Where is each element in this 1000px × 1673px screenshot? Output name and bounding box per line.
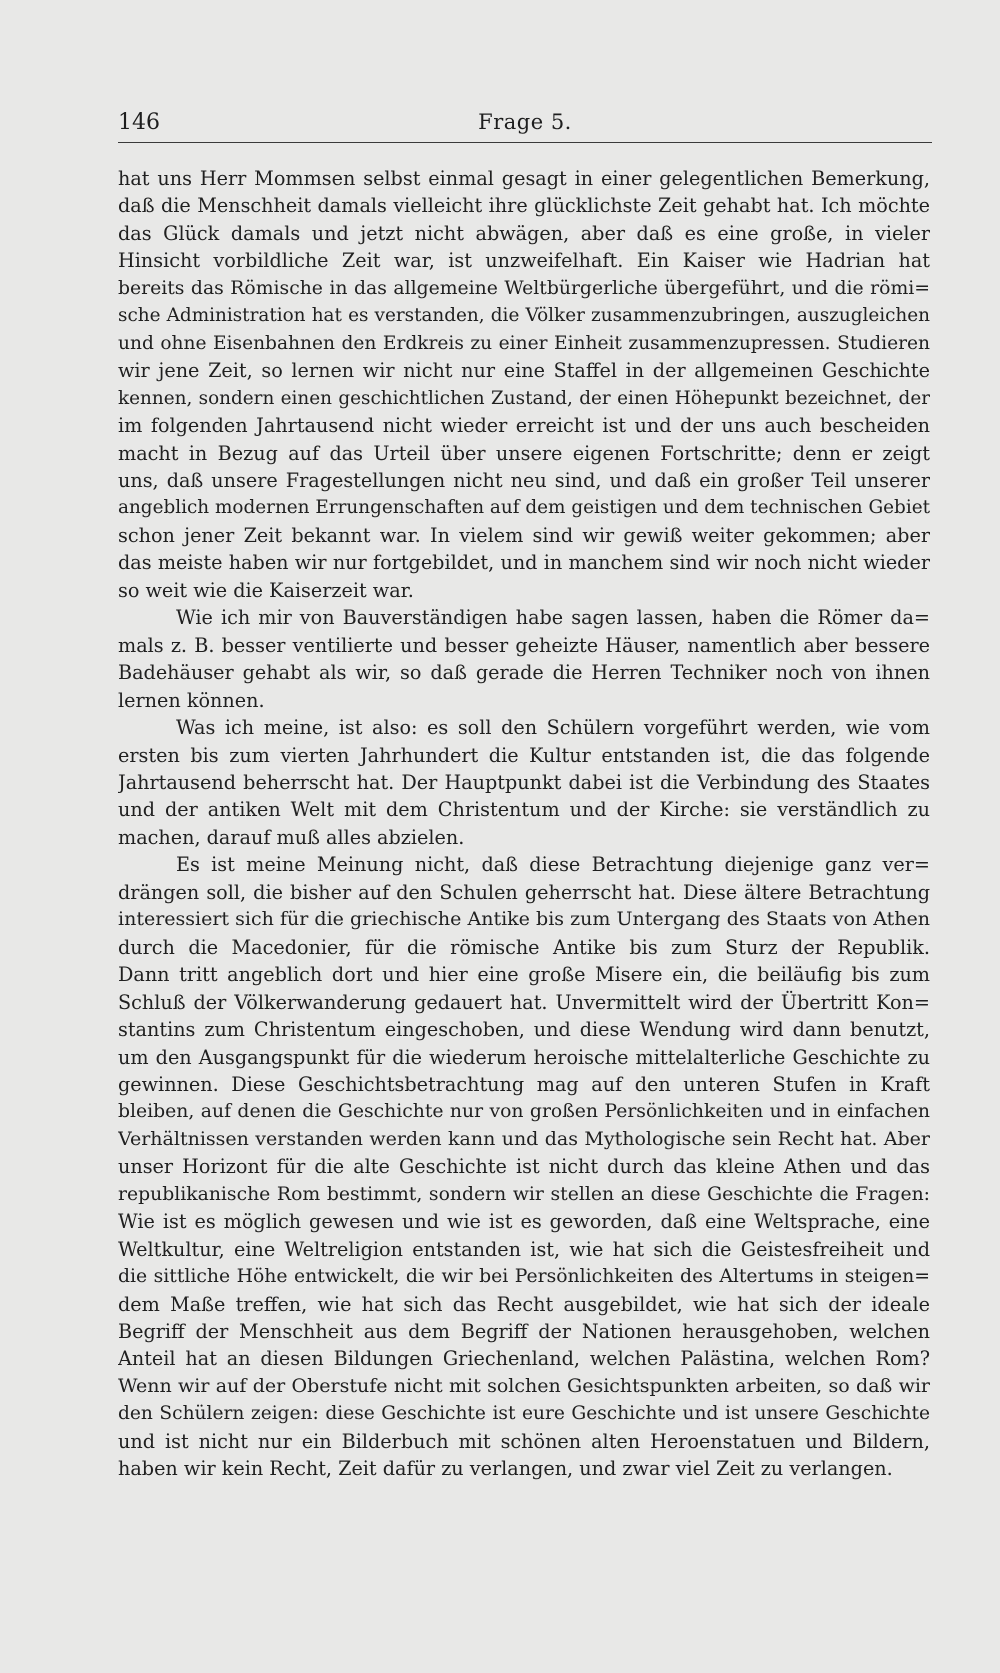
text-line: hat uns Herr Mommsen selbst einmal gesagt in einer gelegentlichen Bemerkung, [118,167,930,190]
text-line: kennen, sondern einen geschichtlichen Zustand, der einen Höhepunkt bezeichnet, der [118,387,930,409]
text-line: Hinsicht vorbildliche Zeit war, ist unzweifelhaft. Ein Kaiser wie Hadrian hat [118,249,930,273]
text-line: ersten bis zum vierten Jahrhundert die Kultur entstanden ist, die das folgende [118,743,930,767]
text-line: um den Ausgangspunkt für die wiederum heroische mittelalterliche Geschichte zu [118,1045,930,1069]
text-line: Weltkultur, eine Weltreligion entstanden ist, wie hat sich die Geistesfreiheit und [118,1237,930,1261]
text-line: uns, daß unsere Fragestellungen nicht neu sind, und daß ein großer Teil unserer [118,468,930,492]
text-line: das Glück damals und jetzt nicht abwägen, aber daß es eine große, in vieler [118,221,930,245]
text-line: wir jene Zeit, so lernen wir nicht nur eine Staffel in der allgemeinen Geschichte [118,359,930,383]
page-number: 146 [118,110,160,135]
text-line: unser Horizont für die alte Geschichte ist nicht durch das kleine Athen und das [118,1155,930,1179]
text-line: im folgenden Jahrtausend nicht wieder erreicht ist und der uns auch bescheiden [118,414,930,438]
paragraph [118,851,930,1482]
text-line: daß die Menschheit damals vielleicht ihre glücklichste Zeit gehabt hat. Ich möchte [118,194,930,218]
text-line: Jahrtausend beherrscht hat. Der Hauptpunkt dabei ist die Verbindung des Staates [118,770,930,794]
text-line: und ohne Eisenbahnen den Erdkreis zu einer Einheit zusammenzupressen. Studieren [118,332,930,354]
text-line: dem Maße treffen, wie hat sich das Recht ausgebildet, wie hat sich der ideale [118,1292,930,1316]
text-line: Schluß der Völkerwanderung gedauert hat. Unvermittelt wird der Übertritt Kon= [118,990,930,1014]
text-line: sche Administration hat es verstanden, die Völker zusammenzubringen, auszugleichen [118,305,930,327]
text-line: angeblich modernen Errungenschaften auf dem geistigen und dem technischen Gebiet [118,497,930,519]
text-line: drängen soll, die bisher auf den Schulen geherrscht hat. Diese ältere Betrachtung [118,880,930,904]
text-line: das meiste haben wir nur fortgebildet, und in manchem sind wir noch nicht wieder [118,551,930,575]
text-line: Wenn wir auf der Oberstufe nicht mit solchen Gesichtspunkten arbeiten, so daß wir [118,1374,930,1397]
paragraph [118,165,930,604]
paragraph [118,714,930,851]
text-line: bereits das Römische in das allgemeine Weltbürgerliche übergeführt, und die römi= [118,277,930,299]
text-line: haben wir kein Recht, Zeit dafür zu verlangen, und zwar viel Zeit zu verlangen. [118,1457,893,1481]
text-line: die sittliche Höhe entwickelt, die wir bei Persönlichkeiten des Altertums in steigen= [118,1266,930,1288]
text-line: machen, darauf muß alles abzielen. [118,825,465,849]
text-line: und ist nicht nur ein Bilderbuch mit schönen alten Heroenstatuen und Bildern, [118,1429,930,1453]
text-line: schon jener Zeit bekannt war. In vielem sind wir gewiß weiter gekommen; aber [118,523,930,547]
running-head: Frage 5. [478,110,572,134]
text-line: gewinnen. Diese Geschichtsbetrachtung mag auf den unteren Stufen in Kraft [118,1072,930,1096]
body-text [118,165,930,1483]
text-line: bleiben, auf denen die Geschichte nur von großen Persönlichkeiten und in einfachen [118,1101,930,1123]
text-line: macht in Bezug auf das Urteil über unsere eigenen Fortschritte; denn er zeigt [118,441,930,465]
text-line: Wie ist es möglich gewesen und wie ist es geworden, daß eine Weltsprache, eine [118,1210,930,1234]
text-line: Anteil hat an diesen Bildungen Griechenland, welchen Palästina, welchen Rom? [118,1347,930,1371]
text-line: Verhältnissen verstanden werden kann und das Mythologische sein Recht hat. Aber [118,1127,930,1150]
text-line: Badehäuser gehabt als wir, so daß gerade die Herren Techniker noch von ihnen [118,661,930,685]
text-line: und der antiken Welt mit dem Christentum und der Kirche: sie verständlich zu [118,798,930,822]
text-line: den Schülern zeigen: diese Geschichte ist eure Geschichte und ist unsere Geschichte [118,1403,930,1425]
text-line: Was ich meine, ist also: es soll den Schülern vorgeführt werden, wie vom [176,716,930,740]
text-line: lernen können. [118,688,265,712]
text-line: so weit wie die Kaiserzeit war. [118,578,414,602]
text-line: Dann tritt angeblich dort und hier eine große Misere ein, die beiläufig bis zum [118,963,930,987]
page-header [118,108,932,143]
text-line: stantins zum Christentum eingeschoben, und diese Wendung wird dann benutzt, [118,1018,930,1042]
text-line: republikanische Rom bestimmt, sondern wir stellen an diese Geschichte die Fragen: [118,1183,930,1205]
text-line: Begriff der Menschheit aus dem Begriff der Nationen herausgehoben, welchen [118,1320,930,1344]
text-line: interessiert sich für die griechische Antike bis zum Untergang des Staats von Athen [118,908,930,931]
text-line: Es ist meine Meinung nicht, daß diese Betrachtung diejenige ganz ver= [176,853,930,877]
paragraph [118,604,930,714]
text-line: Wie ich mir von Bauverständigen habe sagen lassen, haben die Römer da= [176,606,930,630]
text-line: mals z. B. besser ventilierte und besser geheizte Häuser, namentlich aber bessere [118,633,930,657]
text-line: durch die Macedonier, für die römische Antike bis zum Sturz der Republik. [118,935,930,959]
